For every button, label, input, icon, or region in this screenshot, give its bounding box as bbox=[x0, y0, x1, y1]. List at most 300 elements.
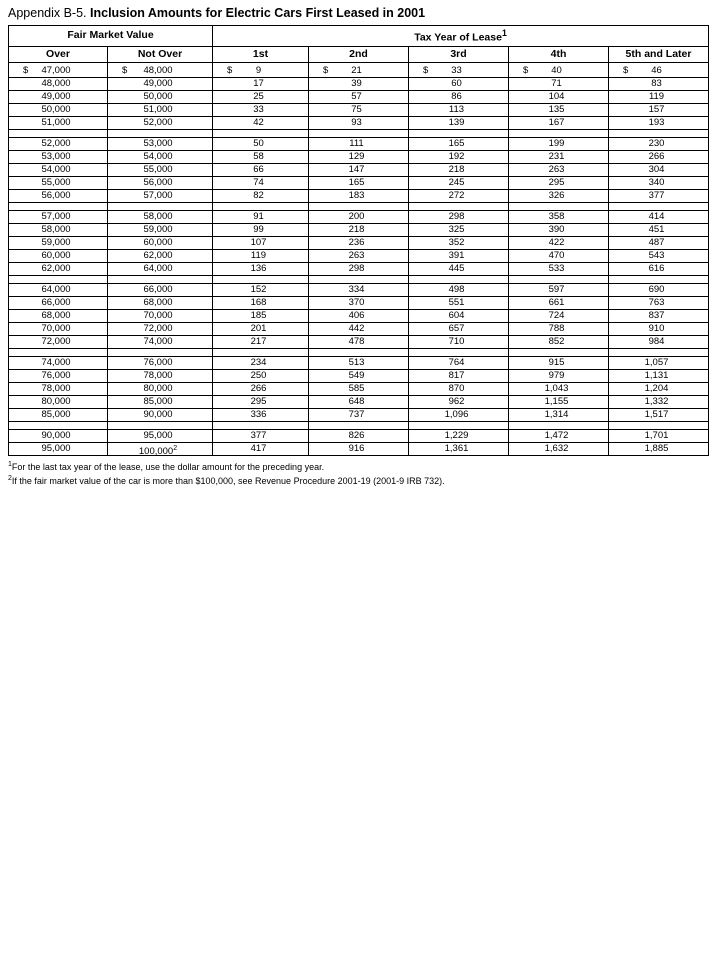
cell-year-4 bbox=[509, 77, 609, 90]
cell-value: 304 bbox=[648, 163, 665, 175]
spacer-cell bbox=[309, 421, 409, 429]
cell-value: 979 bbox=[548, 369, 565, 381]
cell-value: 53,000 bbox=[41, 150, 71, 162]
cell-value: 56,000 bbox=[41, 189, 71, 201]
cell-value: 74,000 bbox=[143, 335, 173, 347]
cell-content bbox=[9, 91, 107, 103]
spacer-cell bbox=[309, 202, 409, 210]
cell-content bbox=[108, 117, 212, 129]
cell-year-3 bbox=[409, 262, 509, 275]
cell-value: 99 bbox=[253, 223, 264, 235]
cell-content bbox=[409, 151, 508, 163]
cell-value: 377 bbox=[250, 429, 267, 441]
cell-value: 1,096 bbox=[444, 408, 469, 420]
cell-value: 55,000 bbox=[41, 176, 71, 188]
cell-not-over bbox=[108, 322, 213, 335]
cell-year-2 bbox=[309, 395, 409, 408]
cell-year-1 bbox=[213, 309, 309, 322]
cell-content bbox=[9, 357, 107, 369]
cell-over bbox=[9, 176, 108, 189]
cell-over bbox=[9, 249, 108, 262]
cell-value: 236 bbox=[348, 236, 365, 248]
cell-value: 42 bbox=[253, 116, 264, 128]
spacer-cell bbox=[9, 129, 108, 137]
cell-value: 231 bbox=[548, 150, 565, 162]
cell-content bbox=[309, 263, 408, 275]
cell-year-3 bbox=[409, 103, 509, 116]
cell-value: 85,000 bbox=[143, 395, 173, 407]
cell-year-3 bbox=[409, 249, 509, 262]
cell-year-3 bbox=[409, 296, 509, 309]
cell-year-2 bbox=[309, 62, 409, 77]
cell-over bbox=[9, 116, 108, 129]
cell-value: 57,000 bbox=[143, 189, 173, 201]
cell-year-2 bbox=[309, 442, 409, 455]
cell-content bbox=[9, 310, 107, 322]
spacer-cell bbox=[213, 202, 309, 210]
cell-content bbox=[108, 297, 212, 309]
cell-content bbox=[213, 211, 308, 223]
cell-value: 60,000 bbox=[143, 236, 173, 248]
cell-year-3 bbox=[409, 442, 509, 455]
cell-content bbox=[213, 284, 308, 296]
cell-value: 58 bbox=[253, 150, 264, 162]
cell-value: 648 bbox=[348, 395, 365, 407]
cell-content bbox=[409, 323, 508, 335]
cell-value: 50,000 bbox=[143, 90, 173, 102]
cell-content bbox=[509, 138, 608, 150]
cell-year-1 bbox=[213, 236, 309, 249]
cell-value: 272 bbox=[448, 189, 465, 201]
cell-value: 72,000 bbox=[41, 335, 71, 347]
cell-year-5 bbox=[609, 322, 709, 335]
cell-value: 9 bbox=[255, 64, 262, 76]
cell-value: 82 bbox=[253, 189, 264, 201]
cell-value: 58,000 bbox=[143, 210, 173, 222]
column-header-2nd: 2nd bbox=[309, 46, 409, 62]
cell-over bbox=[9, 103, 108, 116]
cell-year-2 bbox=[309, 382, 409, 395]
cell-value: 33 bbox=[451, 64, 462, 76]
cell-value: 422 bbox=[548, 236, 565, 248]
cell-content bbox=[9, 336, 107, 348]
cell-content bbox=[509, 151, 608, 163]
table-row bbox=[9, 90, 709, 103]
dollar-sign: $ bbox=[227, 64, 233, 76]
cell-content bbox=[409, 104, 508, 116]
cell-value: 66,000 bbox=[41, 296, 71, 308]
cell-value: 49,000 bbox=[41, 90, 71, 102]
cell-year-5 bbox=[609, 249, 709, 262]
cell-content bbox=[409, 190, 508, 202]
table-row bbox=[9, 236, 709, 249]
cell-year-4 bbox=[509, 369, 609, 382]
spacer-cell bbox=[609, 348, 709, 356]
footnote-2-marker: 2 bbox=[8, 474, 12, 482]
cell-year-4 bbox=[509, 189, 609, 202]
cell-over bbox=[9, 429, 108, 442]
cell-value: 48,000 bbox=[143, 64, 173, 76]
table-row bbox=[9, 103, 709, 116]
cell-year-3 bbox=[409, 210, 509, 223]
cell-content bbox=[309, 211, 408, 223]
cell-content bbox=[9, 151, 107, 163]
cell-content bbox=[309, 310, 408, 322]
cell-content bbox=[108, 151, 212, 163]
cell-content bbox=[509, 91, 608, 103]
cell-value: 152 bbox=[250, 283, 267, 295]
cell-year-4 bbox=[509, 90, 609, 103]
cell-value: 119 bbox=[648, 90, 665, 102]
cell-year-2 bbox=[309, 116, 409, 129]
cell-content bbox=[609, 211, 708, 223]
footnote-1-text: For the last tax year of the lease, use the dollar amount for the preceding year. bbox=[11, 461, 325, 472]
cell-content bbox=[309, 190, 408, 202]
cell-not-over bbox=[108, 236, 213, 249]
table-row bbox=[9, 189, 709, 202]
cell-value: 1,057 bbox=[644, 356, 669, 368]
cell-year-5 bbox=[609, 176, 709, 189]
cell-year-2 bbox=[309, 189, 409, 202]
table-row bbox=[9, 382, 709, 395]
cell-value: 217 bbox=[250, 335, 267, 347]
cell-value: 391 bbox=[448, 249, 465, 261]
cell-content bbox=[309, 138, 408, 150]
table-row bbox=[9, 296, 709, 309]
cell-year-4 bbox=[509, 210, 609, 223]
cell-content bbox=[409, 357, 508, 369]
cell-content bbox=[108, 383, 212, 395]
cell-value: 52,000 bbox=[143, 116, 173, 128]
table-row bbox=[9, 210, 709, 223]
cell-year-3 bbox=[409, 176, 509, 189]
cell-year-5 bbox=[609, 429, 709, 442]
cell-content bbox=[309, 383, 408, 395]
cell-value: 406 bbox=[348, 309, 365, 321]
cell-value: 76,000 bbox=[41, 369, 71, 381]
cell-value: 183 bbox=[348, 189, 365, 201]
cell-not-over bbox=[108, 442, 213, 455]
cell-year-3 bbox=[409, 369, 509, 382]
cell-value: 585 bbox=[348, 382, 365, 394]
cell-year-1 bbox=[213, 395, 309, 408]
cell-content bbox=[609, 396, 708, 408]
cell-value: 66,000 bbox=[143, 283, 173, 295]
cell-content bbox=[609, 323, 708, 335]
cell-value: 100,000$^2$ bbox=[138, 444, 178, 457]
cell-not-over bbox=[108, 62, 213, 77]
cell-value: 62,000 bbox=[41, 262, 71, 274]
cell-content bbox=[108, 65, 212, 77]
cell-year-4 bbox=[509, 62, 609, 77]
cell-value: 737 bbox=[348, 408, 365, 420]
cell-content bbox=[9, 383, 107, 395]
spacer-cell bbox=[108, 275, 213, 283]
cell-year-5 bbox=[609, 283, 709, 296]
cell-year-4 bbox=[509, 249, 609, 262]
cell-content bbox=[409, 383, 508, 395]
spacer-cell bbox=[409, 202, 509, 210]
cell-value: 51,000 bbox=[143, 103, 173, 115]
cell-year-4 bbox=[509, 262, 609, 275]
cell-content bbox=[108, 357, 212, 369]
cell-value: 75 bbox=[351, 103, 362, 115]
cell-content bbox=[9, 250, 107, 262]
spacer-cell bbox=[213, 275, 309, 283]
cell-content bbox=[213, 409, 308, 421]
cell-value: 78,000 bbox=[41, 382, 71, 394]
cell-value: 1,632 bbox=[544, 442, 569, 454]
cell-value: 95,000 bbox=[41, 442, 71, 454]
cell-year-2 bbox=[309, 137, 409, 150]
cell-value: 74,000 bbox=[41, 356, 71, 368]
spacer-cell bbox=[509, 275, 609, 283]
table-head bbox=[9, 26, 709, 63]
cell-year-4 bbox=[509, 223, 609, 236]
table-row bbox=[9, 137, 709, 150]
cell-year-2 bbox=[309, 429, 409, 442]
cell-content bbox=[108, 164, 212, 176]
table-group-header-row bbox=[9, 26, 709, 47]
table-group-spacer bbox=[9, 275, 709, 283]
cell-year-5 bbox=[609, 150, 709, 163]
spacer-cell bbox=[9, 202, 108, 210]
cell-value: 71 bbox=[551, 77, 562, 89]
cell-year-4 bbox=[509, 442, 609, 455]
cell-content bbox=[213, 430, 308, 442]
cell-over bbox=[9, 408, 108, 421]
cell-content bbox=[609, 250, 708, 262]
cell-content bbox=[409, 164, 508, 176]
cell-year-1 bbox=[213, 442, 309, 455]
cell-content bbox=[509, 396, 608, 408]
cell-year-4 bbox=[509, 395, 609, 408]
cell-not-over bbox=[108, 283, 213, 296]
cell-content bbox=[108, 310, 212, 322]
dollar-sign: $ bbox=[523, 64, 529, 76]
table-row bbox=[9, 429, 709, 442]
spacer-cell bbox=[309, 129, 409, 137]
cell-value: 1,314 bbox=[544, 408, 569, 420]
cell-not-over bbox=[108, 77, 213, 90]
table-column-header-row bbox=[9, 46, 709, 62]
cell-not-over bbox=[108, 189, 213, 202]
cell-value: 76,000 bbox=[143, 356, 173, 368]
cell-not-over bbox=[108, 210, 213, 223]
cell-content bbox=[509, 370, 608, 382]
cell-value: 616 bbox=[648, 262, 665, 274]
cell-year-1 bbox=[213, 62, 309, 77]
spacer-cell bbox=[509, 129, 609, 137]
cell-not-over bbox=[108, 335, 213, 348]
cell-year-1 bbox=[213, 262, 309, 275]
cell-content bbox=[509, 297, 608, 309]
cell-year-2 bbox=[309, 335, 409, 348]
cell-content bbox=[108, 370, 212, 382]
cell-year-5 bbox=[609, 210, 709, 223]
footnote-2 bbox=[8, 473, 713, 487]
cell-not-over bbox=[108, 262, 213, 275]
cell-value: 852 bbox=[548, 335, 565, 347]
cell-value: 336 bbox=[250, 408, 267, 420]
spacer-cell bbox=[409, 275, 509, 283]
cell-not-over bbox=[108, 309, 213, 322]
cell-year-2 bbox=[309, 408, 409, 421]
cell-value: 837 bbox=[648, 309, 665, 321]
cell-year-2 bbox=[309, 90, 409, 103]
cell-content bbox=[609, 443, 708, 455]
cell-year-5 bbox=[609, 236, 709, 249]
page-title bbox=[8, 6, 713, 21]
cell-content bbox=[609, 164, 708, 176]
cell-value: 58,000 bbox=[41, 223, 71, 235]
cell-year-2 bbox=[309, 296, 409, 309]
cell-value: 295 bbox=[548, 176, 565, 188]
cell-not-over bbox=[108, 249, 213, 262]
cell-year-5 bbox=[609, 309, 709, 322]
cell-value: 498 bbox=[448, 283, 465, 295]
cell-over bbox=[9, 150, 108, 163]
cell-content bbox=[309, 396, 408, 408]
group-header-footnote-marker: 1 bbox=[501, 28, 507, 38]
cell-over bbox=[9, 369, 108, 382]
cell-value: 85,000 bbox=[41, 408, 71, 420]
cell-year-4 bbox=[509, 408, 609, 421]
cell-content bbox=[309, 65, 408, 77]
spacer-cell bbox=[409, 129, 509, 137]
cell-year-5 bbox=[609, 369, 709, 382]
cell-content bbox=[509, 409, 608, 421]
cell-year-2 bbox=[309, 322, 409, 335]
cell-content bbox=[409, 211, 508, 223]
cell-content bbox=[409, 117, 508, 129]
cell-value: 90,000 bbox=[41, 429, 71, 441]
cell-value: 340 bbox=[648, 176, 665, 188]
cell-content bbox=[509, 383, 608, 395]
cell-value: 51,000 bbox=[41, 116, 71, 128]
cell-year-5 bbox=[609, 189, 709, 202]
cell-content bbox=[609, 263, 708, 275]
cell-value: 817 bbox=[448, 369, 465, 381]
cell-content bbox=[213, 164, 308, 176]
cell-content bbox=[9, 164, 107, 176]
cell-year-1 bbox=[213, 382, 309, 395]
cell-content bbox=[213, 190, 308, 202]
cell-content bbox=[609, 357, 708, 369]
cell-value: 70,000 bbox=[41, 322, 71, 334]
cell-value: 165 bbox=[348, 176, 365, 188]
cell-value: 250 bbox=[250, 369, 267, 381]
cell-over bbox=[9, 395, 108, 408]
cell-value: 40 bbox=[551, 64, 562, 76]
cell-content bbox=[9, 177, 107, 189]
spacer-cell bbox=[108, 202, 213, 210]
cell-year-3 bbox=[409, 356, 509, 369]
cell-value: 91 bbox=[253, 210, 264, 222]
cell-content bbox=[213, 138, 308, 150]
spacer-cell bbox=[9, 421, 108, 429]
footnote-1-marker: 1 bbox=[8, 460, 12, 468]
cell-content bbox=[309, 104, 408, 116]
column-header-5th-and-later: 5th and Later bbox=[609, 46, 709, 62]
cell-value: 870 bbox=[448, 382, 465, 394]
table-row bbox=[9, 369, 709, 382]
cell-year-4 bbox=[509, 176, 609, 189]
cell-content bbox=[108, 138, 212, 150]
cell-value: 1,517 bbox=[644, 408, 669, 420]
cell-over bbox=[9, 309, 108, 322]
cell-year-5 bbox=[609, 163, 709, 176]
cell-content bbox=[409, 336, 508, 348]
cell-value: 147 bbox=[348, 163, 365, 175]
cell-content bbox=[108, 177, 212, 189]
cell-over bbox=[9, 90, 108, 103]
group-header-fair-market-value: Fair Market Value bbox=[9, 26, 213, 47]
table-row bbox=[9, 223, 709, 236]
appendix-title: Inclusion Amounts for Electric Cars First Leased in 2001 bbox=[90, 6, 426, 20]
cell-content bbox=[409, 65, 508, 77]
cell-over bbox=[9, 335, 108, 348]
cell-year-2 bbox=[309, 356, 409, 369]
dollar-sign: $ bbox=[323, 64, 329, 76]
cell-content bbox=[509, 78, 608, 90]
cell-content bbox=[213, 263, 308, 275]
cell-content bbox=[609, 383, 708, 395]
cell-year-1 bbox=[213, 103, 309, 116]
cell-year-3 bbox=[409, 382, 509, 395]
cell-content bbox=[309, 443, 408, 455]
spacer-cell bbox=[213, 129, 309, 137]
cell-over bbox=[9, 189, 108, 202]
cell-content bbox=[609, 336, 708, 348]
cell-over bbox=[9, 223, 108, 236]
cell-content bbox=[9, 78, 107, 90]
cell-value: 962 bbox=[448, 395, 465, 407]
cell-not-over bbox=[108, 408, 213, 421]
cell-content bbox=[409, 430, 508, 442]
cell-content bbox=[609, 151, 708, 163]
cell-value: 59,000 bbox=[143, 223, 173, 235]
cell-year-3 bbox=[409, 395, 509, 408]
cell-content bbox=[108, 284, 212, 296]
cell-value: 414 bbox=[648, 210, 665, 222]
cell-content bbox=[509, 357, 608, 369]
cell-value: 334 bbox=[348, 283, 365, 295]
dollar-sign: $ bbox=[23, 64, 29, 76]
cell-value: 52,000 bbox=[41, 137, 71, 149]
cell-content bbox=[609, 177, 708, 189]
cell-year-3 bbox=[409, 163, 509, 176]
spacer-cell bbox=[9, 275, 108, 283]
cell-content bbox=[609, 370, 708, 382]
cell-year-3 bbox=[409, 408, 509, 421]
cell-content bbox=[9, 224, 107, 236]
cell-value: 513 bbox=[348, 356, 365, 368]
table-group-spacer bbox=[9, 421, 709, 429]
spacer-cell bbox=[409, 421, 509, 429]
cell-value: 764 bbox=[448, 356, 465, 368]
cell-year-4 bbox=[509, 382, 609, 395]
cell-not-over bbox=[108, 90, 213, 103]
cell-content bbox=[509, 336, 608, 348]
spacer-cell bbox=[108, 348, 213, 356]
cell-content bbox=[9, 323, 107, 335]
cell-year-4 bbox=[509, 322, 609, 335]
cell-year-2 bbox=[309, 262, 409, 275]
cell-value: 710 bbox=[448, 335, 465, 347]
cell-year-3 bbox=[409, 309, 509, 322]
table-row bbox=[9, 283, 709, 296]
